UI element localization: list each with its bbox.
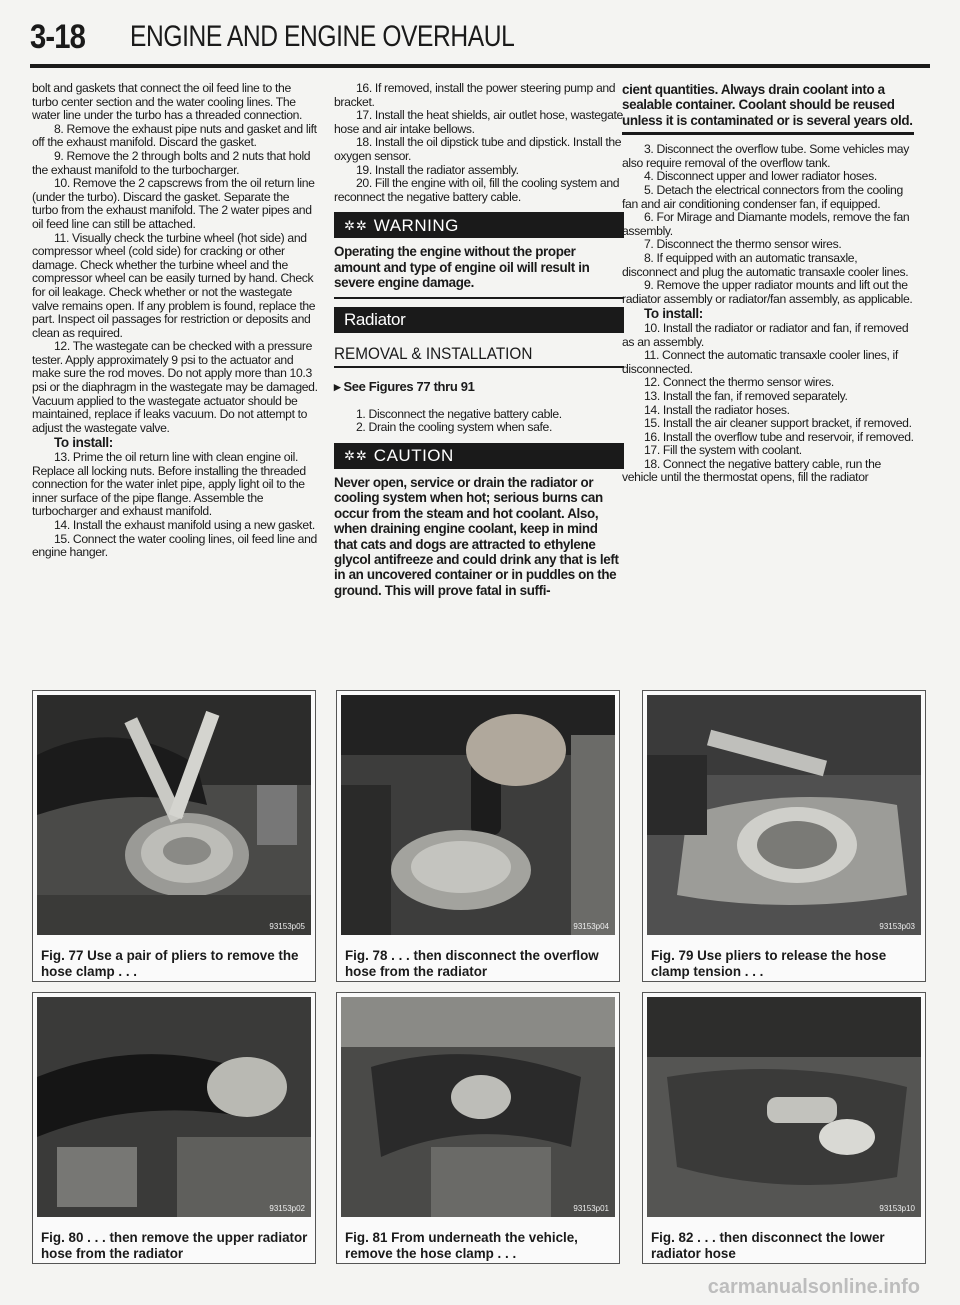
- caution-icon: ✲✲: [344, 448, 368, 464]
- paragraph: 17. Install the heat shields, air outlet hose, wastegate hose and air intake bellows.: [334, 108, 623, 136]
- figure-77: [32, 690, 316, 982]
- paragraph: 11. Visually check the turbine wheel (hot side) and compressor wheel (cold side) for cracking or other damage. Check whether the turbine wheel and the compressor wheel can be easily turned by hand. Check for oil leakage. Check whether or not the wastegate valve remains open. If any problem is found, replace the part. Inspect oil passages for restriction or deposits and clean as required.: [32, 230, 316, 340]
- figure-80: [32, 992, 316, 1264]
- figure-81: [336, 992, 620, 1264]
- underneath-hose-clamp-photo: [341, 997, 615, 1217]
- arrow-icon: ▸: [334, 379, 344, 395]
- paragraph: 14. Install the radiator hoses.: [644, 402, 790, 417]
- divider: [622, 132, 914, 135]
- caution-text: Never open, service or drain the radiator or cooling system when hot; serious burns can occur from the steam and hot coolant. Also, when draining engine coolant, keep in mind that cats and dogs are attracted to ethylene glycol antifreeze and could drink any that is left in an uncovered container or in puddles on the ground. This will prove fatal in suffi-: [334, 474, 619, 598]
- warning-label: WARNING: [373, 215, 459, 235]
- figure-caption: Fig. 78 . . . then disconnect the overflow hose from the radiator: [345, 948, 599, 979]
- figure-reference: ▸ See Figures 77 thru 91: [334, 379, 475, 395]
- install-subheading: To install:: [644, 306, 703, 322]
- figure-78: [336, 690, 620, 982]
- paragraph: bolt and gaskets that connect the oil feed line to the turbo center section and the water cooling lines. The water line under the turbo has a threaded connection.: [32, 81, 303, 123]
- divider: [334, 297, 624, 299]
- paragraph: 11. Connect the automatic transaxle cooler lines, if disconnected.: [622, 348, 898, 376]
- paragraph: 12. Connect the thermo sensor wires.: [644, 375, 834, 390]
- figure-photo: [647, 997, 921, 1217]
- paragraph: 18. Install the oil dipstick tube and dipstick. Install the oxygen sensor.: [334, 135, 622, 163]
- figure-code: 93153p03: [879, 922, 915, 931]
- hose-clamp-tension-photo: [647, 695, 921, 935]
- paragraph: 7. Disconnect the thermo sensor wires.: [644, 237, 842, 252]
- paragraph: 20. Fill the engine with oil, fill the cooling system and reconnect the negative battery cable.: [334, 176, 620, 204]
- section-title: REMOVAL & INSTALLATION: [334, 343, 533, 363]
- paragraph: 10. Remove the 2 capscrews from the oil return line (under the turbo). Discard the gasket. Separate the turbo from the exhaust manifold. The 2 water pipes and oil feed line can still be attached.: [32, 176, 315, 231]
- figure-photo: [647, 695, 921, 935]
- figure-caption: Fig. 79 Use pliers to release the hose clamp tension . . .: [651, 948, 887, 979]
- paragraph: 16. If removed, install the power steering pump and bracket.: [334, 81, 616, 109]
- paragraph: 9. Remove the upper radiator mounts and lift out the radiator assembly or radiator/fan assembly, as applicable.: [622, 278, 913, 306]
- warning-banner: [334, 212, 624, 238]
- figure-82: [642, 992, 926, 1264]
- paragraph: 1. Disconnect the negative battery cable.: [356, 406, 562, 421]
- caution-banner: [334, 443, 624, 469]
- page-title: ENGINE AND ENGINE OVERHAUL: [130, 20, 515, 53]
- paragraph: 12. The wastegate can be checked with a pressure tester. Apply approximately 9 psi to the actuator and make sure the rod moves. Do not apply more than 10.3 psi or the diaphragm in the wastegate may be damaged. Vacuum applied to the wastegate actuator should be maintained, replace if leaks vacuum. Do not attempt to adjust the wastegate valve.: [32, 339, 318, 435]
- figure-photo: [37, 695, 311, 935]
- figure-caption: Fig. 82 . . . then disconnect the lower radiator hose: [651, 1230, 885, 1261]
- paragraph: 8. Remove the exhaust pipe nuts and gasket and lift off the exhaust manifold. Discard the gasket.: [32, 121, 317, 150]
- hose-clamp-photo: [37, 695, 311, 935]
- page-header: [30, 14, 930, 68]
- page-number: 3-18: [30, 18, 86, 56]
- paragraph: 5. Detach the electrical connectors from the cooling fan and air conditioning condenser fan, if equipped.: [622, 183, 903, 211]
- figure-photo: [37, 997, 311, 1217]
- paragraph: 3. Disconnect the overflow tube. Some vehicles may also require removal of the overflow tank.: [622, 142, 909, 170]
- caution-label: CAUTION: [373, 446, 454, 466]
- paragraph: 10. Install the radiator or radiator and fan, if removed as an assembly.: [622, 320, 909, 349]
- text-column-3: [622, 82, 914, 485]
- text-column-2: [334, 82, 624, 598]
- text-column-1: [32, 82, 318, 560]
- warning-text: Operating the engine without the proper amount and type of engine oil will result in severe engine damage.: [334, 244, 590, 291]
- figure-photo: [341, 695, 615, 935]
- paragraph: 9. Remove the 2 through bolts and 2 nuts that hold the exhaust manifold to the turbocharger.: [32, 148, 311, 177]
- figure-code: 93153p02: [269, 1204, 305, 1213]
- paragraph: 13. Prime the oil return line with clean engine oil. Replace all locking nuts. Before installing the threaded connection for the water inlet pipe, apply light oil to the inner surface of the pipe flange. Assemble the turbocharger and exhaust manifold.: [32, 450, 306, 519]
- figure-caption: Fig. 81 From underneath the vehicle, remove the hose clamp . . .: [345, 1230, 578, 1261]
- figure-code: 93153p01: [573, 1204, 609, 1213]
- paragraph: 15. Connect the water cooling lines, oil feed line and engine hanger.: [32, 531, 317, 560]
- radiator-section-bar: Radiator: [334, 307, 624, 333]
- warning-icon: ✲✲: [344, 217, 368, 233]
- paragraph: 18. Connect the negative battery cable, run the vehicle until the thermostat opens, fill the radiator: [622, 456, 881, 485]
- figure-code: 93153p04: [573, 922, 609, 931]
- figure-79: [642, 690, 926, 982]
- paragraph: 15. Install the air cleaner support bracket, if removed.: [644, 416, 912, 431]
- watermark: carmanualsonline.info: [707, 1276, 920, 1298]
- paragraph: 19. Install the radiator assembly.: [356, 162, 519, 177]
- install-subheading: To install:: [54, 435, 113, 451]
- figure-caption: Fig. 80 . . . then remove the upper radiator hose from the radiator: [41, 1230, 308, 1261]
- lower-radiator-hose-photo: [647, 997, 921, 1217]
- paragraph: 6. For Mirage and Diamante models, remove the fan assembly.: [622, 210, 910, 238]
- overflow-hose-photo: [341, 695, 615, 935]
- figure-code: 93153p10: [879, 1204, 915, 1213]
- figure-caption: Fig. 77 Use a pair of pliers to remove the hose clamp . . .: [41, 948, 299, 979]
- figure-photo: [341, 997, 615, 1217]
- paragraph: 13. Install the fan, if removed separately.: [644, 388, 848, 403]
- divider: [334, 366, 624, 368]
- paragraph: 2. Drain the cooling system when safe.: [356, 420, 553, 435]
- figure-code: 93153p05: [269, 922, 305, 931]
- paragraph: 4. Disconnect upper and lower radiator hoses.: [644, 169, 877, 184]
- paragraph: 17. Fill the system with coolant.: [644, 443, 802, 458]
- paragraph: 14. Install the exhaust manifold using a new gasket.: [54, 518, 315, 532]
- caution-continued: cient quantities. Always drain coolant into a sealable container. Coolant should be reused unless it is contaminated or is several years old.: [622, 82, 913, 128]
- upper-radiator-hose-photo: [37, 997, 311, 1217]
- paragraph: 16. Install the overflow tube and reservoir, if removed.: [644, 429, 914, 444]
- paragraph: 8. If equipped with an automatic transaxle, disconnect and plug the automatic transaxle cooler lines.: [622, 250, 909, 279]
